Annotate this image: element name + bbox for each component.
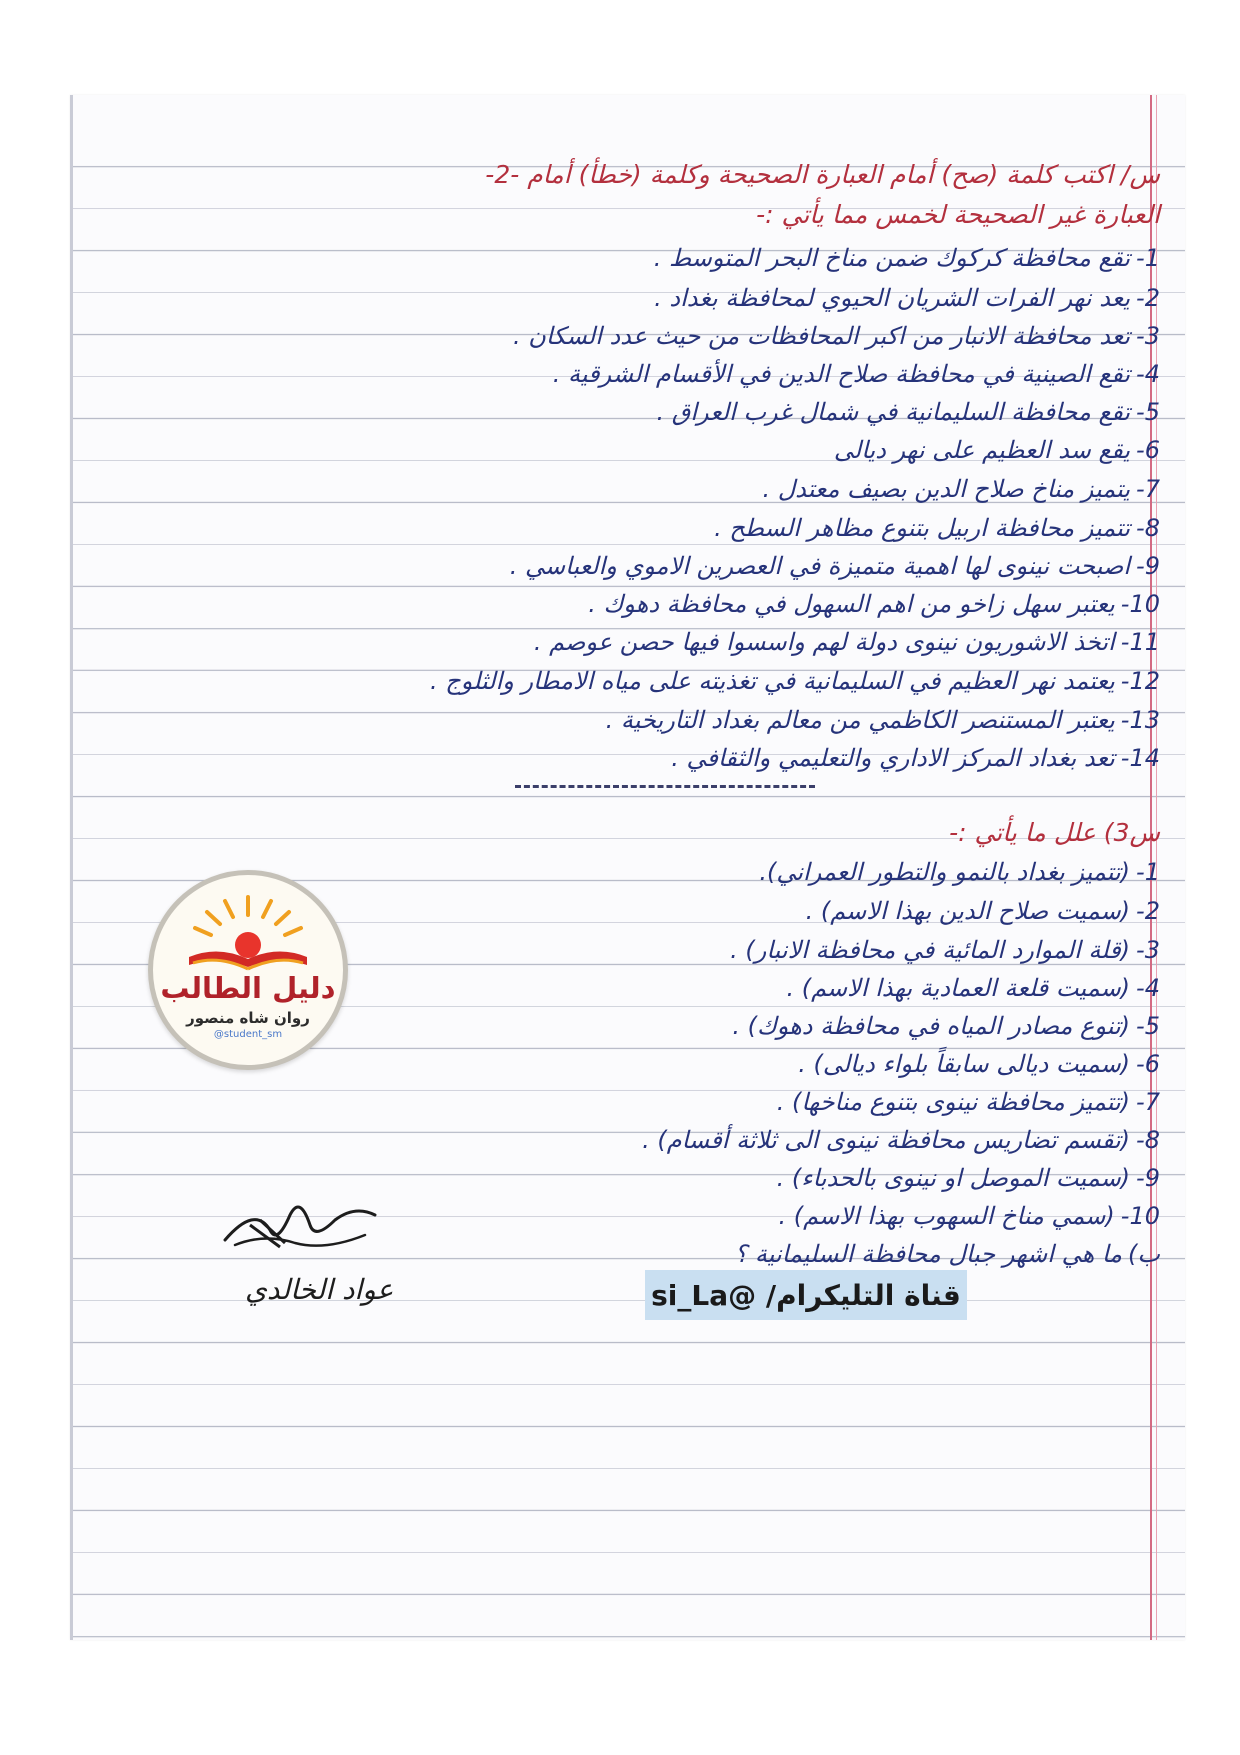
q2-item [513, 322, 1160, 350]
logo-handle: @student_sm [213, 1029, 283, 1040]
q2-item [510, 552, 1160, 580]
q3-item [730, 936, 1160, 964]
item-number: 2- [1136, 897, 1160, 925]
item-text: يعد نهر الفرات الشريان الحيوي لمحافظة بغداد . [654, 284, 1131, 312]
item-text: تقع محافظة كركوك ضمن مناخ البحر المتوسط . [653, 244, 1131, 272]
item-number: 2- [1136, 284, 1160, 312]
q3-item [777, 1164, 1160, 1192]
item-number: 4- [1136, 974, 1160, 1002]
q2-item [553, 360, 1160, 388]
item-number: 14- [1120, 744, 1160, 772]
q2-item [671, 744, 1160, 772]
q3-item [759, 858, 1160, 886]
signature-name: عواد الخالدي [245, 1273, 394, 1306]
q3-item [732, 1012, 1160, 1040]
logo-title: دليل الطالب [160, 971, 336, 1005]
q2-heading-line-2: العبارة غير الصحيحة لخمس مما يأتي :- [756, 200, 1160, 229]
item-number: 5- [1136, 1012, 1160, 1040]
q3-part-b [735, 1240, 1160, 1268]
q2-item [430, 667, 1160, 695]
logo-subtitle: روان شاه منصور [186, 1009, 310, 1027]
item-text: يعتمد نهر العظيم في السليمانية في تغذيته على مياه الامطار والثلوج . [429, 667, 1115, 695]
item-text: تقع محافظة السليمانية في شمال غرب العراق . [656, 398, 1131, 426]
item-number: 12- [1120, 667, 1160, 695]
q2-item [654, 284, 1160, 312]
telegram-channel-label: قناة التليكرام/ @si_La [645, 1270, 967, 1320]
item-text: (سميت ديالى سابقاً بلواء ديالى) . [798, 1050, 1131, 1078]
q2-heading-line-1 [485, 160, 1160, 189]
item-text: يعتبر سهل زاخو من اهم السهول في محافظة دهوك . [588, 590, 1115, 618]
item-number: 13- [1120, 706, 1160, 734]
q3-heading: س3) علل ما يأتي :- [949, 818, 1160, 847]
q2-item [606, 706, 1160, 734]
item-number: 7- [1136, 1088, 1160, 1116]
item-text: تقع الصينية في محافظة صلاح الدين في الأقسام الشرقية . [552, 360, 1131, 388]
item-number: 9- [1136, 1164, 1160, 1192]
item-text: يتميز مناخ صلاح الدين بصيف معتدل . [762, 475, 1131, 503]
item-number: 1- [1136, 858, 1160, 886]
section-divider [515, 785, 815, 788]
item-number: 6- [1136, 1050, 1160, 1078]
item-text: (تنوع مصادر المياه في محافظة دهوك) . [732, 1012, 1131, 1040]
q2-item [834, 436, 1160, 464]
handwritten-signature [215, 1185, 385, 1265]
q3-item [806, 897, 1160, 925]
q2-item [588, 590, 1160, 618]
q2-item [654, 244, 1160, 272]
item-number: 1- [1136, 244, 1160, 272]
page-edge [70, 95, 73, 1640]
item-number: 7- [1136, 475, 1160, 503]
item-number: 8- [1136, 514, 1160, 542]
item-number: 3- [1136, 322, 1160, 350]
q2-item [656, 398, 1160, 426]
item-number: 10- [1120, 1202, 1160, 1230]
item-number: 8- [1136, 1126, 1160, 1154]
item-text: (تقسم تضاريس محافظة نينوى الى ثلاثة أقسام) . [642, 1126, 1131, 1154]
item-number: 11- [1120, 628, 1160, 656]
item-text: (سميت قلعة العمادية بهذا الاسم) . [786, 974, 1131, 1002]
item-number: 3- [1136, 936, 1160, 964]
part-b-text: ما هي اشهر جبال محافظة السليمانية ؟ [734, 1240, 1123, 1268]
item-text: (تتميز محافظة نينوى بتنوع مناخها) . [776, 1088, 1131, 1116]
item-number: 5- [1136, 398, 1160, 426]
q3-item [777, 1088, 1160, 1116]
item-number: 9- [1136, 552, 1160, 580]
part-b-label: ب) [1128, 1240, 1160, 1268]
q3-item [642, 1126, 1160, 1154]
q2-heading-text: س/ اكتب كلمة (صح) أمام العبارة الصحيحة وكلمة (خطأ) أمام [527, 160, 1160, 189]
item-text: اتخذ الاشوريون نينوى دولة لهم واسسوا فيها حصن عوصم . [533, 628, 1115, 656]
item-text: يعتبر المستنصر الكاظمي من معالم بغداد التاريخية . [605, 706, 1115, 734]
item-text: تعد محافظة الانبار من اكبر المحافظات من حيث عدد السكان . [513, 322, 1131, 350]
q2-item [534, 628, 1160, 656]
item-text: يقع سد العظيم على نهر ديالى [833, 436, 1131, 464]
q2-item [762, 475, 1160, 503]
item-number: 10- [1120, 590, 1160, 618]
watermark-logo [148, 870, 348, 1070]
item-text: تعد بغداد المركز الاداري والتعليمي والثقافي . [671, 744, 1115, 772]
item-text: (قلة الموارد المائية في محافظة الانبار) . [730, 936, 1131, 964]
item-text: (تتميز بغداد بالنمو والتطور العمراني). [759, 858, 1131, 886]
item-text: تتميز محافظة اربيل بتنوع مظاهر السطح . [714, 514, 1131, 542]
item-number: 6- [1136, 436, 1160, 464]
item-text: اصبحت نينوى لها اهمية متميزة في العصرين الاموي والعباسي . [509, 552, 1131, 580]
q2-item [714, 514, 1160, 542]
item-text: (سميت صلاح الدين بهذا الاسم) . [805, 897, 1131, 925]
item-text: (سمي مناخ السهوب بهذا الاسم) . [778, 1202, 1115, 1230]
q3-item [786, 974, 1160, 1002]
q3-item [779, 1202, 1161, 1230]
item-text: (سميت الموصل او نينوى بالحدباء) . [776, 1164, 1131, 1192]
item-number: 4- [1136, 360, 1160, 388]
q3-item [798, 1050, 1160, 1078]
q2-heading-end: -2- [485, 160, 520, 189]
